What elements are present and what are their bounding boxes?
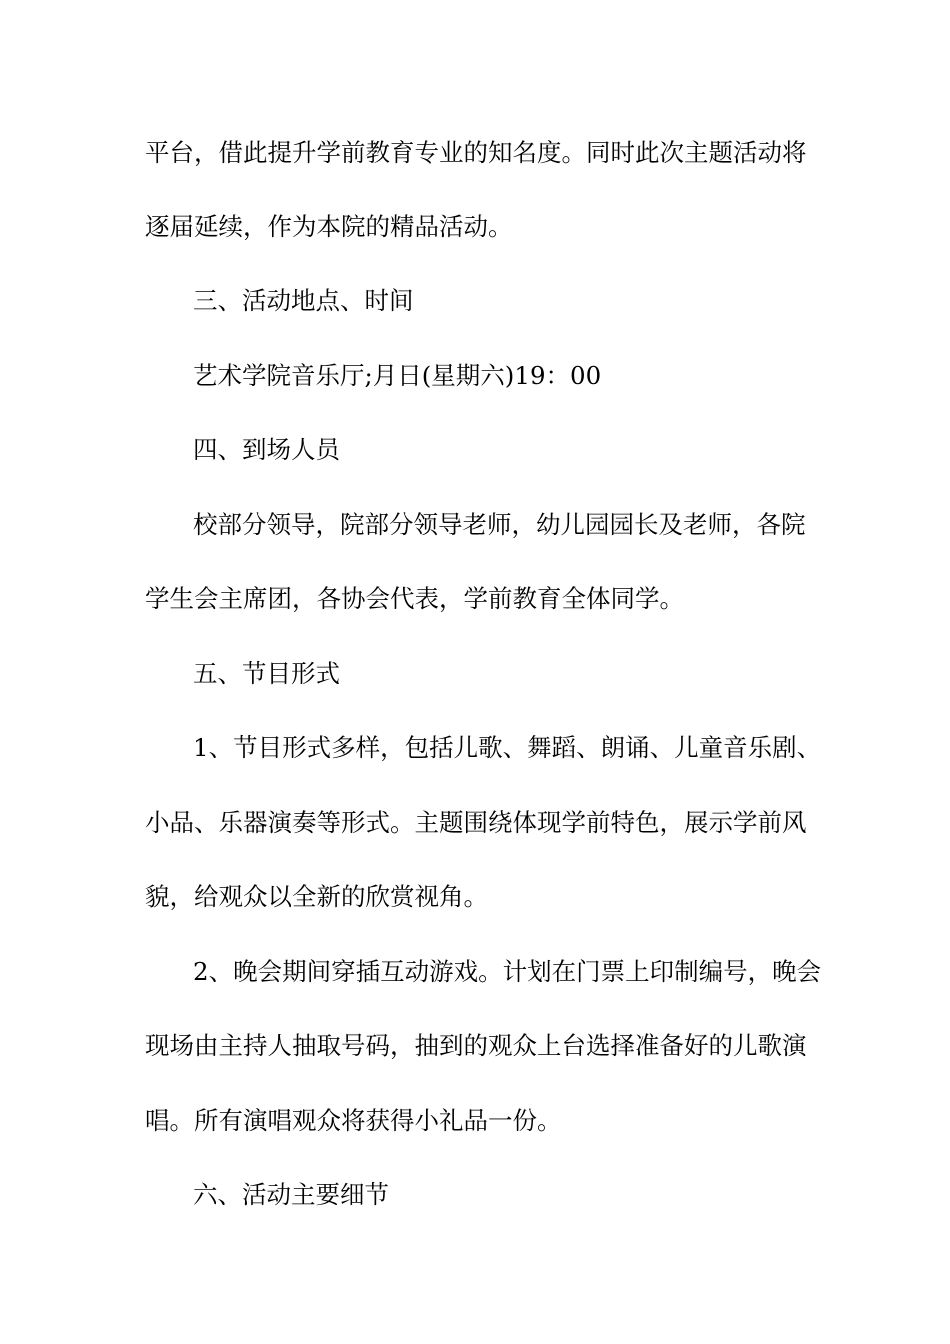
paragraph-line: 2、晚会期间穿插互动游戏。计划在门票上印制编号，晚会 bbox=[193, 957, 822, 986]
paragraph-line: 唱。所有演唱观众将获得小礼品一份。 bbox=[145, 1106, 562, 1135]
paragraph-line: 校部分领导，院部分领导老师，幼儿园园长及老师，各院 bbox=[193, 510, 806, 539]
section-heading: 三、活动地点、时间 bbox=[193, 286, 414, 315]
section-heading: 五、节目形式 bbox=[193, 659, 340, 688]
paragraph-line: 现场由主持人抽取号码，抽到的观众上台选择准备好的儿歌演 bbox=[145, 1031, 807, 1060]
section-heading: 四、到场人员 bbox=[193, 435, 340, 464]
paragraph-line: 1、节目形式多样，包括儿歌、舞蹈、朗诵、儿童音乐剧、 bbox=[193, 733, 822, 762]
paragraph-line: 逐届延续，作为本院的精品活动。 bbox=[145, 212, 513, 241]
section-heading: 六、活动主要细节 bbox=[193, 1180, 389, 1209]
paragraph-line: 艺术学院音乐厅;月日(星期六)19：00 bbox=[193, 361, 602, 390]
paragraph-line: 小品、乐器演奏等形式。主题围绕体现学前特色，展示学前风 bbox=[145, 808, 807, 837]
paragraph-line: 貌，给观众以全新的欣赏视角。 bbox=[145, 882, 488, 911]
paragraph-line: 平台，借此提升学前教育专业的知名度。同时此次主题活动将 bbox=[145, 138, 807, 167]
paragraph-line: 学生会主席团，各协会代表，学前教育全体同学。 bbox=[145, 584, 684, 613]
